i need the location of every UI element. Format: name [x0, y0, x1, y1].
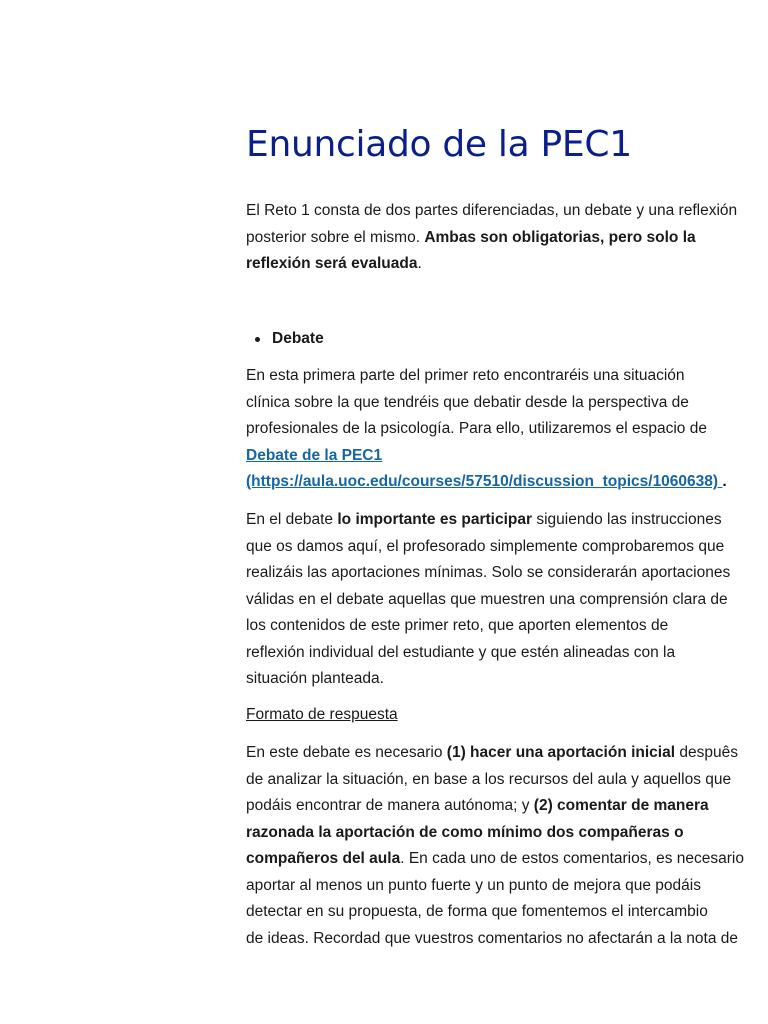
intro-line-3 [246, 251, 756, 278]
format-line-1 [246, 740, 756, 767]
format-bold-text-5: compañeros del aula [246, 850, 401, 867]
format-heading: Formato de respuesta [246, 706, 398, 723]
debate-line-5 [246, 469, 756, 496]
intro-text: posterior sobre el mismo. [246, 228, 425, 246]
participation-line-3: realizáis las aportaciones mínimas. Solo se considerarán aportaciones [246, 564, 731, 581]
participation-line-1 [246, 507, 756, 534]
debate-period: . [722, 473, 727, 490]
debate-intro-paragraph [246, 363, 756, 496]
format-text-end: despuês [675, 744, 738, 761]
format-text-3: podáis encontrar de manera autónoma; y [246, 797, 534, 814]
format-paragraph [246, 740, 756, 952]
format-line-3 [246, 793, 756, 820]
format-line-4 [246, 820, 756, 847]
format-text: En este debate es necesario [246, 744, 447, 761]
debate-line-1: En esta primera parte del primer reto encontraréis una situación [246, 367, 685, 384]
format-line-8: de ideas. Recordad que vuestros comentarios no afectarán a la nota de [246, 929, 739, 947]
format-bold-text-4: razonada la aportación de como mínimo dos compañeras o [246, 823, 684, 841]
participation-line-6: reflexión individual del estudiante y que estén alineadas con la [246, 643, 676, 661]
format-bold-text: (1) hacer una aportación inicial [446, 744, 676, 761]
list-item-debate [246, 326, 324, 352]
debate-line-3: profesionales de la psicología. Para ello, utilizaremos el espacio de [246, 420, 707, 437]
intro-line-1: El Reto 1 consta de dos partes diferenciadas, un debate y una reflexión [246, 202, 738, 219]
participation-bold-text: lo importante es participar [337, 511, 533, 528]
format-line-6: aportar al menos un punto fuerte y un punto de mejora que podáis [246, 876, 701, 894]
debate-line-2: clínica sobre la que tendréis que debatir desde la perspectiva de [246, 393, 689, 411]
section-bullet-list [246, 326, 324, 352]
debate-url-link[interactable]: (https://aula.uoc.edu/courses/57510/discussion_topics/1060638) [246, 473, 723, 490]
debate-link[interactable]: Debate de la PEC1 [246, 446, 383, 464]
format-bold-text-3: (2) comentar de manera [533, 797, 709, 814]
participation-text: En el debate [246, 511, 338, 528]
list-item-label: Debate [272, 330, 324, 347]
bullet-dot-icon [255, 337, 260, 342]
format-text-5: . En cada uno de estos comentarios, es necesario [400, 850, 744, 867]
intro-paragraph [246, 198, 756, 278]
page-title: Enunciado de la PEC1 [246, 124, 632, 165]
participation-line-4: válidas en el debate aquellas que muestren una comprensión clara de [246, 590, 728, 608]
format-line-7: detectar en su propuesta, de forma que fomentemos el intercambio [246, 903, 708, 920]
intro-period: . [417, 255, 422, 272]
intro-bold-text: Ambas son obligatorias, pero solo la [424, 228, 696, 246]
participation-paragraph [246, 507, 756, 693]
format-line-2: de analizar la situación, en base a los recursos del aula y aquellos que [246, 770, 732, 788]
participation-line-7: situación planteada. [246, 670, 384, 687]
format-line-5 [246, 846, 756, 873]
format-heading-block [246, 702, 756, 729]
participation-text-end: siguiendo las instrucciones [532, 511, 722, 528]
intro-bold-text-end: reflexión será evaluada [246, 255, 418, 272]
participation-line-2: que os damos aquí, el profesorado simplemente comprobaremos que [246, 537, 725, 555]
debate-line-4 [246, 443, 756, 470]
participation-line-5: los contenidos de este primer reto, que aporten elementos de [246, 617, 669, 634]
intro-line-2 [246, 225, 756, 252]
